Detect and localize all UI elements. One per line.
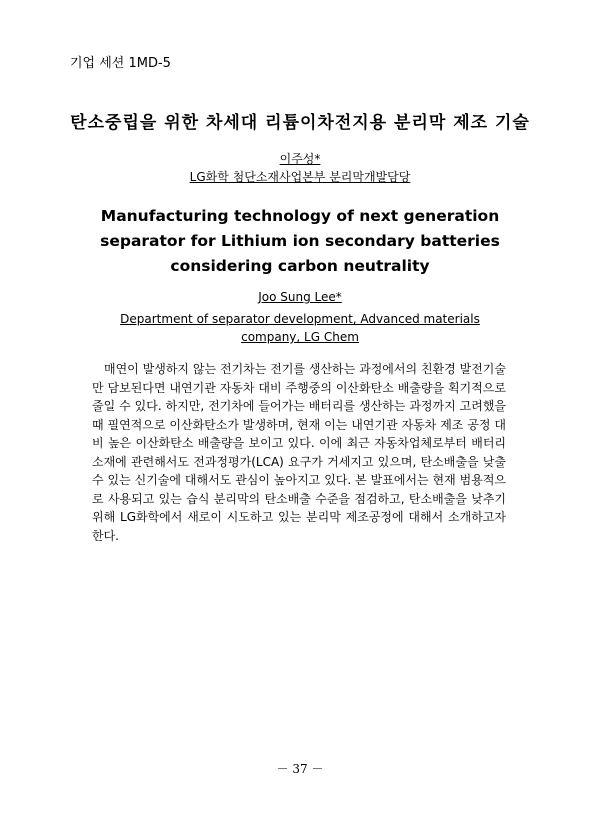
- title-english: Manufacturing technology of next generation separator for Lithium ion secondary batteries considering carbon neutrality: [100, 207, 500, 275]
- affiliation-korean: LG화학 첨단소재사업본부 분리막개발담당: [189, 170, 411, 184]
- page-number: － 37 －: [276, 762, 324, 776]
- affiliation-english: Department of separator development, Advanced materials company, LG Chem: [120, 312, 480, 344]
- session-label: 기업 세션 1MD-5: [70, 56, 171, 71]
- title-korean: 탄소중립을 위한 차세대 리튬이차전지용 분리막 제조 기술: [70, 113, 530, 133]
- author-korean: 이주성*: [279, 152, 321, 166]
- author-english: Joo Sung Lee*: [258, 290, 342, 304]
- abstract-text: 매연이 발생하지 않는 전기차는 전기를 생산하는 과정에서의 친환경 발전기술만 담보된다면 내연기관 자동차 대비 주행중의 이산화탄소 배출량을 획기적으로 줄일 수 있다. 하지만, 전기차에 들어가는 배터리를 생산하는 과정까지 고려했을 때 필연적으로 이산화탄소가 발생하며, 현재 이는 내연기관 자동차 제조 공정 대비 높은 이산화탄소 배출량을 보이고 있다. 이에 최근 자동차업체로부터 배터리 소재에 관련해서도 전과정평가(LCA) 요구가 거세지고 있으며, 탄소배출을 낮출 수 있는 신기술에 대해서도 관심이 높아지고 있다. 본 발표에서는 현재 범용적으로 사용되고 있는 습식 분리막의 탄소배출 수준을 점검하고, 탄소배출을 낮추기 위해 LG화학에서 새로이 시도하고 있는 분리막 제조공정에 대해서 소개하고자 한다.: [92, 362, 506, 543]
